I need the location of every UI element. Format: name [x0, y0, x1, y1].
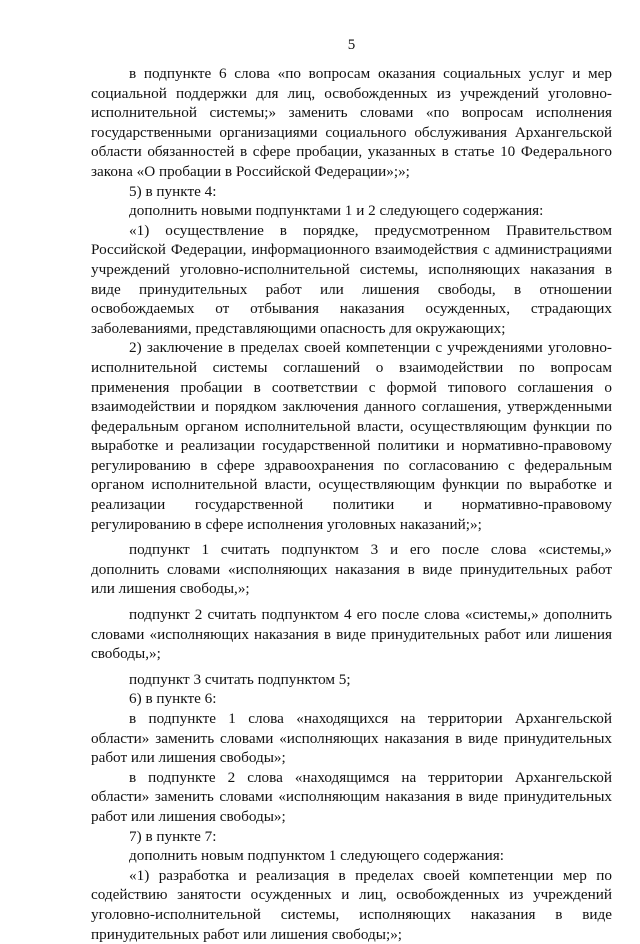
paragraph: дополнить новыми подпунктами 1 и 2 следующего содержания:: [129, 202, 544, 220]
paragraph: «1) разработка и реализация в пределах своей компетенции мер по содействию занятости осужденных и лиц, освобожденных из учреждений уголовно-исполнительной системы, исполняющих наказания в виде принудительных работ или лишения свободы;»;: [91, 866, 612, 943]
document-body: [91, 64, 612, 944]
paragraph: подпункт 3 считать подпунктом 5;: [129, 670, 351, 688]
paragraph: 7) в пункте 7:: [129, 827, 217, 845]
paragraph: в подпункте 1 слова «находящихся на территории Архангельской области» заменить словами «исполняющих наказания в виде принудительных работ или лишения свободы»;: [91, 710, 612, 767]
paragraph: 6) в пункте 6:: [129, 690, 217, 708]
paragraph: «1) осуществление в порядке, предусмотренном Правительством Российской Федерации, информационного взаимодействия с администрациями учреждений уголовно-исполнительной системы, исполняющих наказания в виде принудительных работ или лишения свободы, в отношении освобождаемых от отбывания наказания осужденных, страдающих заболеваниями, представляющими опасность для окружающих;: [91, 221, 612, 337]
paragraph: дополнить новым подпунктом 1 следующего содержания:: [129, 847, 504, 865]
paragraph: подпункт 1 считать подпунктом 3 и его после слова «системы,» дополнить словами «исполняющих наказания в виде принудительных работ или лишения свободы,»;: [91, 541, 612, 598]
paragraph: в подпункте 2 слова «находящимся на территории Архангельской области» заменить словами «исполняющим наказания в виде принудительных работ или лишения свободы»;: [91, 768, 612, 825]
paragraph: подпункт 2 считать подпунктом 4 его после слова «системы,» дополнить словами «исполняющих наказания в виде принудительных работ или лишения свободы,»;: [91, 606, 612, 663]
paragraph: в подпункте 6 слова «по вопросам оказания социальных услуг и мер социальной поддержки для лиц, освобожденных из учреждений уголовно-исполнительной системы;» заменить словами «по вопросам исполнения государственными организациями социального обслуживания Архангельской области обязанностей в сфере пробации, указанных в статье 10 Федерального закона «О пробации в Российской Федерации»;»;: [91, 65, 612, 180]
paragraph: 2) заключение в пределах своей компетенции с учреждениями уголовно-исполнительной системы соглашений о взаимодействии по вопросам применения пробации в соответствии с формой типового соглашения о взаимодействии и порядком заключения данного соглашения, утвержденными федеральным органом исполнительной власти, осуществляющим функции по выработке и реализации государственной политики и нормативно-правовому регулированию в сфере здравоохранения по согласованию с федеральным органом исполнительной власти, осуществляющим функции по выработке и реализации государственной политики и нормативно-правовому регулированию в сфере исполнения уголовных наказаний;»;: [91, 339, 612, 533]
paragraph: 5) в пункте 4:: [129, 182, 217, 200]
page-number: 5: [347, 37, 356, 53]
